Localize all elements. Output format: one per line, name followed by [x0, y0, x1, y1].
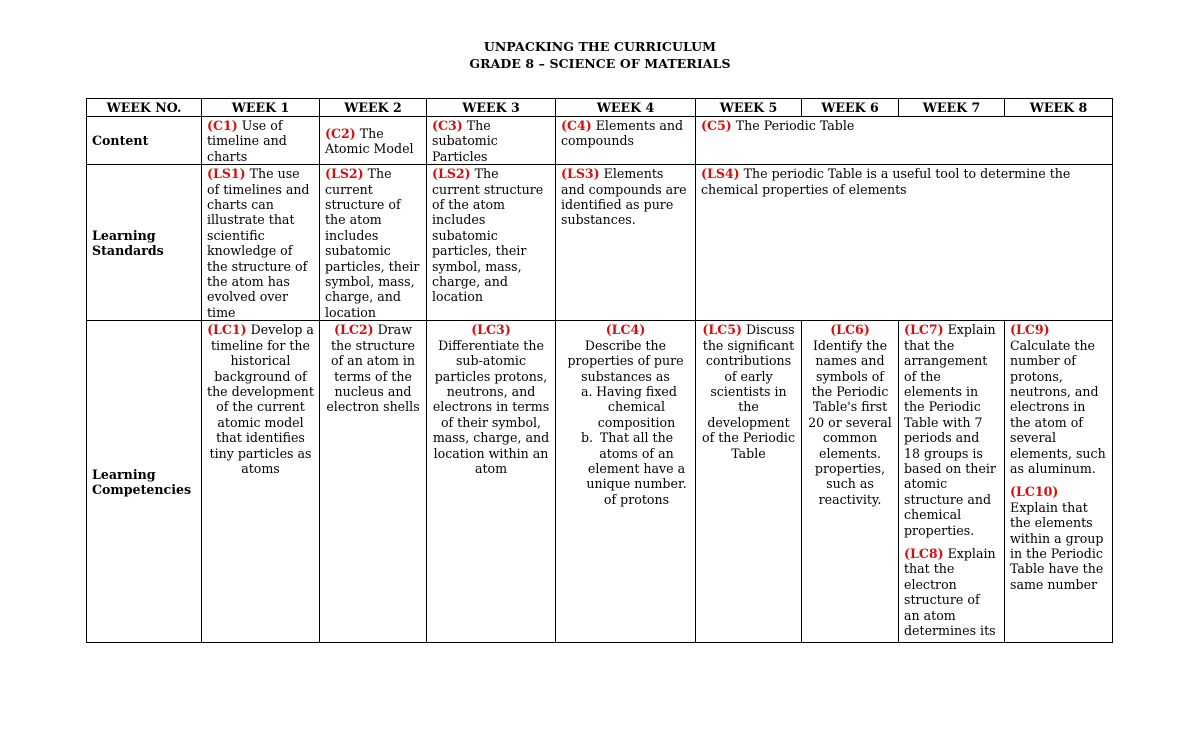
competency-lc4: [556, 321, 696, 643]
lc4-item-b: [561, 430, 690, 507]
code-ls3: (LS3): [561, 166, 600, 182]
text-ls2-week2: The current structure of the atom includes subatomic particles, their symbol, mass, charge, and location: [325, 166, 420, 320]
content-c4: [556, 117, 696, 165]
competency-lc7-lc8: [899, 321, 1005, 643]
code-c1: (C1): [207, 118, 238, 133]
code-lc6: (LC6): [830, 322, 870, 338]
content-c3: [427, 117, 556, 165]
code-ls4: (LS4): [701, 166, 740, 182]
text-c1: Use of timeline and charts: [207, 118, 287, 164]
text-lc10: Explain that the elements within a group in the Periodic Table have the same number: [1010, 499, 1104, 592]
text-ls1: The use of timelines and charts can illustrate that scientific knowledge of the structure of the atom has evolved over time: [207, 166, 310, 320]
code-lc9: (LC9): [1010, 322, 1050, 338]
lc4-marker-a: a.: [581, 383, 593, 399]
text-c4: Elements and compounds: [561, 118, 684, 149]
header-week-2: WEEK 2: [320, 99, 427, 117]
lc4-sublist: [561, 384, 690, 507]
standard-ls2-week3: [427, 165, 556, 321]
header-week-7: WEEK 7: [899, 99, 1005, 117]
text-c5: The Periodic Table: [731, 118, 855, 133]
document-title: UNPACKING THE CURRICULUM: [483, 39, 717, 54]
text-lc4: Describe the properties of pure substances as: [567, 337, 684, 384]
header-week-4: WEEK 4: [556, 99, 696, 117]
competency-lc8: [904, 546, 999, 638]
lc4-text-a: Having fixed chemical composition: [596, 383, 677, 430]
code-lc8: (LC8): [904, 545, 944, 561]
standard-ls2-week2: [320, 165, 427, 321]
lc4-text-b: That all the atoms of an element have a unique number. of protons: [586, 430, 687, 507]
competencies-row-label: Learning Competencies: [87, 321, 202, 643]
standards-row-label: Learning Standards: [87, 165, 202, 321]
header-week-no: WEEK NO.: [87, 99, 202, 117]
text-lc6: Identify the names and symbols of the Periodic Table's first 20 or several common elements. properties, such as reactivity.: [808, 337, 892, 507]
document-subtitle: GRADE 8 – SCIENCE OF MATERIALS: [469, 56, 731, 71]
code-c4: (C4): [561, 118, 592, 133]
text-lc7: Explain that the arrangement of the elements in the Periodic Table with 7 periods and 18 groups is based on their atomic structure and chemical properties.: [904, 322, 996, 538]
text-c2: The Atomic Model: [325, 125, 414, 157]
text-lc9: Calculate the number of protons, neutrons, and electrons in the atom of several elements, such as aluminum.: [1010, 337, 1106, 476]
header-week-6: WEEK 6: [802, 99, 899, 117]
text-ls4: The periodic Table is a useful tool to determine the chemical properties of elements: [701, 166, 1071, 197]
code-ls1: (LS1): [207, 166, 246, 182]
competency-lc9-lc10: [1005, 321, 1113, 643]
code-c2: (C2): [325, 125, 356, 141]
competency-lc10: [1010, 484, 1107, 592]
text-c3: The subatomic Particles: [432, 118, 498, 164]
curriculum-table: [86, 98, 1113, 643]
competency-lc1: [202, 321, 320, 643]
competency-lc7: [904, 322, 999, 538]
competency-lc5: [696, 321, 802, 643]
text-lc2: Draw the structure of an atom in terms of the nucleus and electron shells: [326, 322, 420, 415]
competency-lc6: [802, 321, 899, 643]
code-lc2: (LC2): [334, 322, 374, 338]
competency-lc9: [1010, 322, 1107, 476]
code-c5: (C5): [701, 118, 732, 133]
competency-lc2: [320, 321, 427, 643]
lc4-item-a: [561, 384, 690, 430]
text-lc8: Explain that the electron structure of an atom determines its: [904, 545, 996, 638]
competencies-row: [87, 321, 1113, 643]
standards-row: [87, 165, 1113, 321]
text-ls3: Elements and compounds are identified as pure substances.: [561, 166, 687, 228]
code-ls2-week2: (LS2): [325, 166, 364, 182]
text-lc5: Discuss the significant contributions of early scientists in the development of the Periodic Table: [701, 322, 795, 461]
text-lc3: Differentiate the sub-atomic particles protons, neutrons, and electrons in terms of their symbol, mass, charge, and location within an atom: [432, 337, 550, 476]
content-row: [87, 117, 1113, 165]
text-lc1: Develop a timeline for the historical background of the development of the current atomic model that identifies tiny particles as atoms: [207, 322, 314, 476]
code-lc3: (LC3): [471, 322, 511, 338]
code-ls2-week3: (LS2): [432, 166, 471, 182]
header-row: [87, 99, 1113, 117]
code-lc7: (LC7): [904, 322, 944, 338]
standard-ls3: [556, 165, 696, 321]
content-row-label: Content: [87, 117, 202, 165]
header-week-3: WEEK 3: [427, 99, 556, 117]
text-ls2-week3: The current structure of the atom includes subatomic particles, their symbol, mass, charge, and location: [432, 166, 544, 305]
standard-ls1: [202, 165, 320, 321]
content-c5: [696, 117, 1113, 165]
content-c2: [320, 117, 427, 165]
header-week-5: WEEK 5: [696, 99, 802, 117]
header-week-1: WEEK 1: [202, 99, 320, 117]
code-lc5: (LC5): [702, 322, 742, 338]
competency-lc3: [427, 321, 556, 643]
content-c1: [202, 117, 320, 165]
lc4-marker-b: b.: [581, 430, 594, 446]
header-week-8: WEEK 8: [1005, 99, 1113, 117]
code-lc4: (LC4): [605, 322, 646, 338]
code-lc10: (LC10): [1010, 484, 1059, 500]
code-c3: (C3): [432, 118, 463, 133]
standard-ls4: [696, 165, 1113, 321]
code-lc1: (LC1): [207, 322, 247, 338]
